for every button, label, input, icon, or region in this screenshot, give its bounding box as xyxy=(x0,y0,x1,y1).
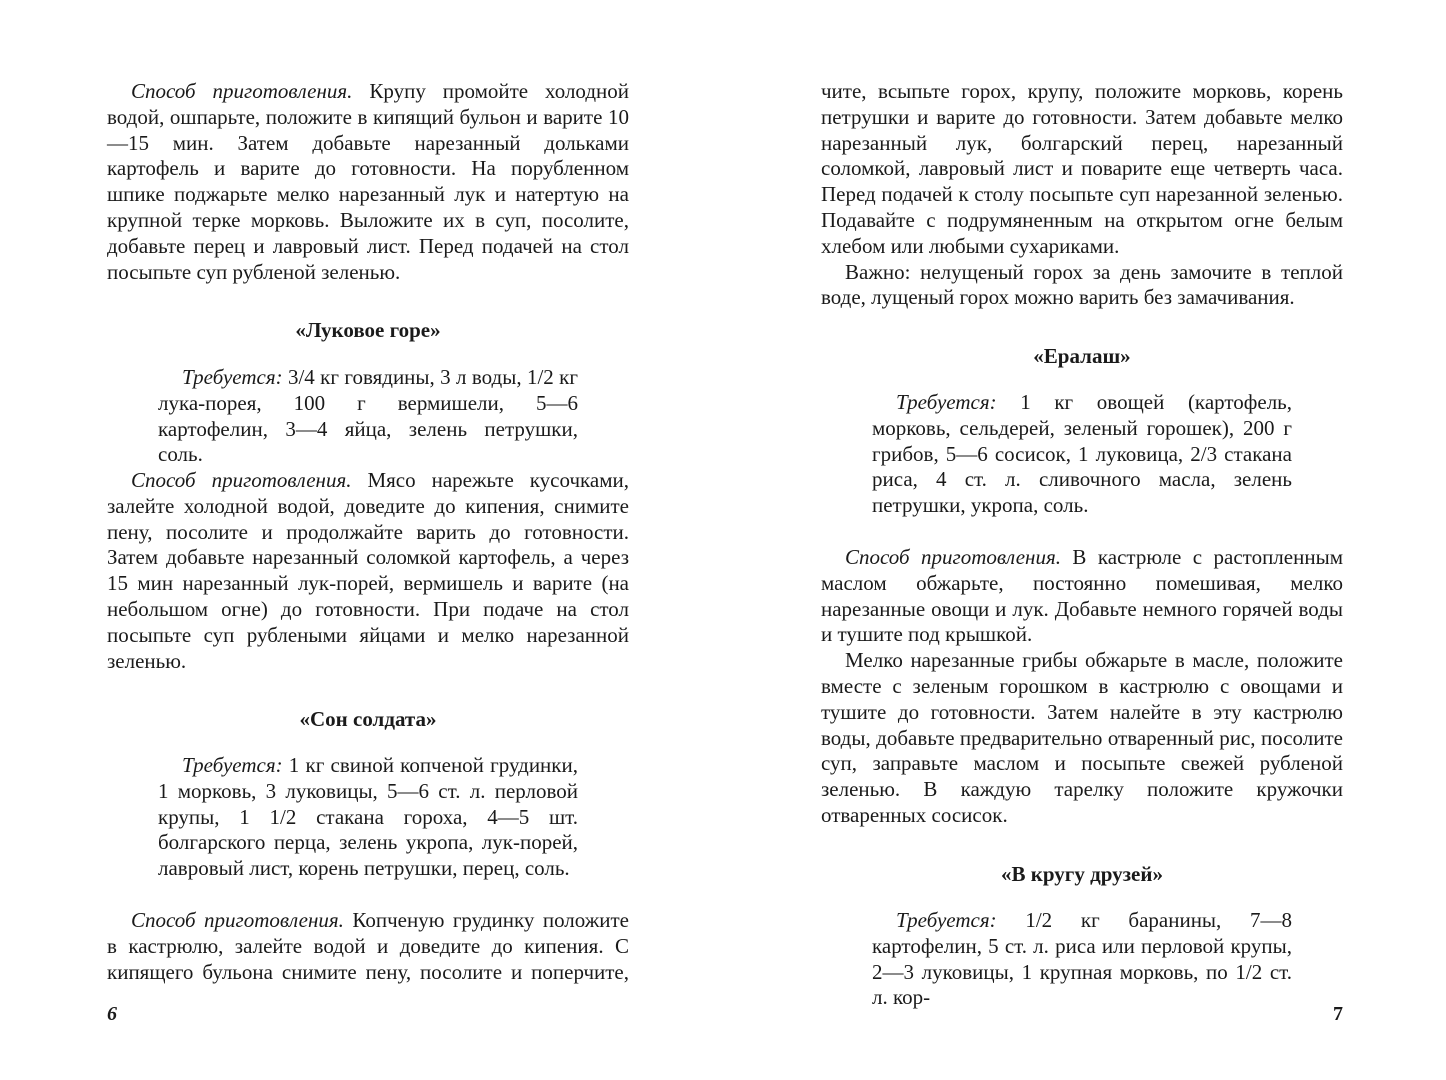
requirements-label: Требуется: xyxy=(182,753,283,777)
requirements-text: кг баранины, 7—8 картофелин, 5 ст. л. риса или перловой крупы, 2—3 луковицы, 1 крупная морковь, по xyxy=(872,908,1293,984)
recipe-method xyxy=(821,545,1343,829)
recipe-requirements xyxy=(158,365,578,468)
page-number: 7 xyxy=(1333,1003,1343,1025)
method-text: В кастрюле с растопленным маслом обжарьте, постоянно помешивая, мелко нарезанные овощи и лук. Добавьте немного горячей воды и тушите под крышкой. xyxy=(821,545,1343,647)
fraction: 3/4 xyxy=(287,365,315,389)
left-paragraph-1 xyxy=(107,79,629,285)
method-label: Способ приготовления. xyxy=(131,468,352,492)
requirements-label: Требуется: xyxy=(896,908,997,932)
recipe-requirements xyxy=(158,753,578,882)
requirements-text: кг лука-порея, 100 г вермишели, 5—6 картофелин, 3—4 яйца, зелень петрушки, соль. xyxy=(158,365,578,467)
method-label: Способ приготовления. xyxy=(131,79,353,103)
requirements-text: стакана риса, 4 ст. л. сливочного масла, зелень петрушки, укропа, соль. xyxy=(872,441,1292,518)
requirements-text: стакана гороха, 4—5 шт. болгарского перца, зелень укропа, лук-порей, лавровый лист, корень петрушки, перец, соль. xyxy=(158,804,578,881)
recipe-title-eralash: «Ералаш» xyxy=(1033,344,1131,368)
recipe-title-son-soldata: «Сон солдата» xyxy=(299,707,437,731)
fraction: 1/2 xyxy=(526,365,554,389)
fraction: 1 1/2 xyxy=(239,804,297,829)
requirements-text: ст. л. кор- xyxy=(872,959,1293,1010)
requirements-text: кг говядины, 3 л воды, xyxy=(314,365,527,389)
method-text: Копченую грудинку положите в кастрюлю, залейте водой и доведите до кипения. С кипящего бульона снимите пену, посолите и поперчите, xyxy=(107,908,629,984)
recipe-requirements xyxy=(872,390,1292,519)
method-text-2: Мелко нарезанные грибы обжарьте в масле, положите вместе с зеленым горошком в кастрюлю с овощами и тушите до готовности. Затем налейте в эту кастрюлю воды, добавьте предварительно отваренный рис, посолите суп, заправьте маслом и посыпьте свежей рубленой зеленью. В каждую тарелку положите кружочки отваренных сосисок. xyxy=(821,648,1343,827)
requirements-label: Требуется: xyxy=(182,365,283,389)
right-page xyxy=(723,0,1446,1080)
requirements-text: 1 кг овощей (картофель, морковь, сельдерей, зеленый горошек), 200 г грибов, 5—6 сосисок, 1 луковица, xyxy=(872,390,1292,466)
method-label: Способ приготовления. xyxy=(845,545,1061,569)
continued-text xyxy=(821,79,1343,311)
method-text: Мясо нарежьте кусочками, залейте холодной водой, доведите до кипения, снимите пену, посолите и продолжайте варить до готовности. Затем добавьте нарезанный соломкой картофель, а через 15 мин нарезанный лук-порей, вермишель и варите (на небольшом огне) до готовности. При подаче на стол посыпьте суп рублеными яйцами и мелко нарезанной зеленью. xyxy=(107,468,629,673)
method-label: Способ приготовления. xyxy=(131,908,344,932)
requirements-label: Требуется: xyxy=(896,390,997,414)
recipe-method xyxy=(107,908,629,986)
recipe-title-v-krugu-druzey: «В кругу друзей» xyxy=(1001,862,1163,886)
fraction: 1/2 xyxy=(1025,908,1053,932)
page-number: 6 xyxy=(107,1003,117,1025)
note-paragraph: Важно: нелущеный горох за день замочите в теплой воде, лущеный горох можно варить без замачивания. xyxy=(821,259,1343,310)
fraction: 2/3 xyxy=(1190,441,1218,466)
recipe-title-lukovoe-gore: «Луковое горе» xyxy=(295,318,441,342)
recipe-method xyxy=(107,468,629,674)
recipe-requirements xyxy=(872,908,1292,1011)
fraction: 1/2 xyxy=(1235,959,1263,984)
requirements-text: 1 кг свиной копченой грудинки, 1 морковь, 3 луковицы, 5—6 ст. л. перловой крупы, xyxy=(158,753,578,829)
continued-paragraph: чите, всыпьте горох, крупу, положите морковь, корень петрушки и варите до готовности. Затем добавьте мелко нарезанный лук, болгарский перец, нарезанный соломкой, лавровый лист и поварите еще четверть часа. Перед подачей к столу посыпьте суп нарезанной зеленью. Подавайте с подрумяненным на открытом огне белым хлебом или любыми сухариками. xyxy=(821,79,1343,258)
method-text: Крупу промойте холодной водой, ошпарьте, положите в кипящий бульон и варите 10—15 мин. Затем добавьте нарезанный дольками картофель и варите до готовности. На порубленном шпике поджарьте мелко нарезанный лук и натертую на крупной терке морковь. Выложите их в суп, посолите, добавьте перец и лавровый лист. Перед подачей на стол посыпьте суп рубленой зеленью. xyxy=(107,79,629,284)
